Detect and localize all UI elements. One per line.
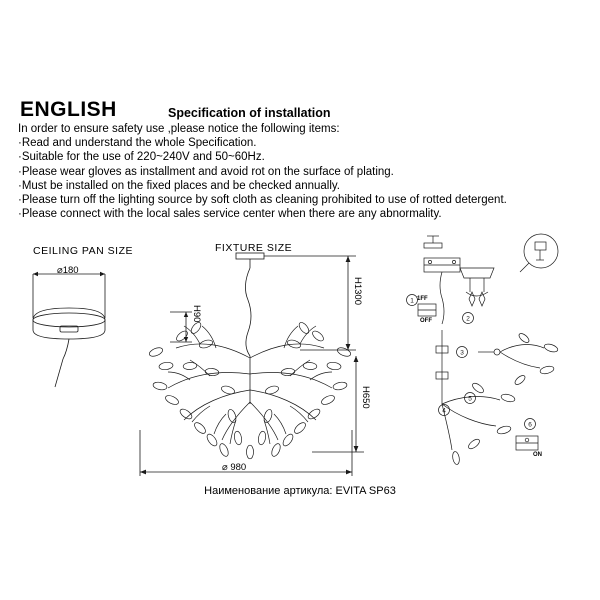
step-number-bubbles [407, 295, 536, 430]
spec-bullet: ·Please wear gloves as installment and avoid rot on the surface of plating. [18, 165, 394, 178]
article-caption: Наименование артикула: EVITA SP63 [204, 485, 396, 497]
switch-off-label: OFF [420, 318, 432, 324]
spec-bullet: ·Please turn off the lighting source by soft cloth as cleaning prohibited to use of rotted detergent. [18, 194, 507, 207]
svg-text:2: 2 [466, 315, 470, 323]
switch-on-label: ON [533, 452, 542, 458]
spec-bullet: ·Read and understand the whole Specification. [18, 137, 257, 150]
language-heading: ENGLISH [20, 98, 117, 121]
dimension-fixture-diameter: ⌀ 980 [222, 462, 247, 473]
spec-intro: In order to ensure safety use ,please notice the following items: [18, 123, 340, 135]
svg-text:5: 5 [468, 395, 472, 403]
svg-text:4: 4 [442, 407, 446, 415]
dimension-ceiling-diameter: ⌀180 [57, 265, 79, 276]
assembly-steps [418, 234, 559, 465]
ceiling-pan-drawing [33, 272, 192, 387]
specification-list [18, 122, 588, 221]
ceiling-pan-size-label: CEILING PAN SIZE [33, 245, 133, 257]
spec-bullet: ·Suitable for the use of 220~240V and 50~60Hz. [18, 151, 265, 164]
step-marker-label: 1FF [417, 296, 428, 302]
dimension-ceiling-height: H90 [191, 305, 202, 323]
spec-bullet: ·Must be installed on the fixed places and be checked annually. [18, 179, 340, 192]
spec-bullet: ·Please connect with the local sales service center when there are any abnormality. [18, 208, 442, 221]
svg-text:6: 6 [528, 421, 532, 429]
fixture-size-label: FIXTURE SIZE [215, 242, 293, 254]
dimension-drop-lower: H650 [360, 386, 371, 409]
fixture-drawing [140, 253, 364, 476]
svg-text:3: 3 [460, 349, 464, 357]
dimension-drop-total: H1300 [352, 277, 363, 305]
svg-text:1: 1 [410, 297, 414, 305]
specification-title: Specification of installation [168, 106, 331, 120]
